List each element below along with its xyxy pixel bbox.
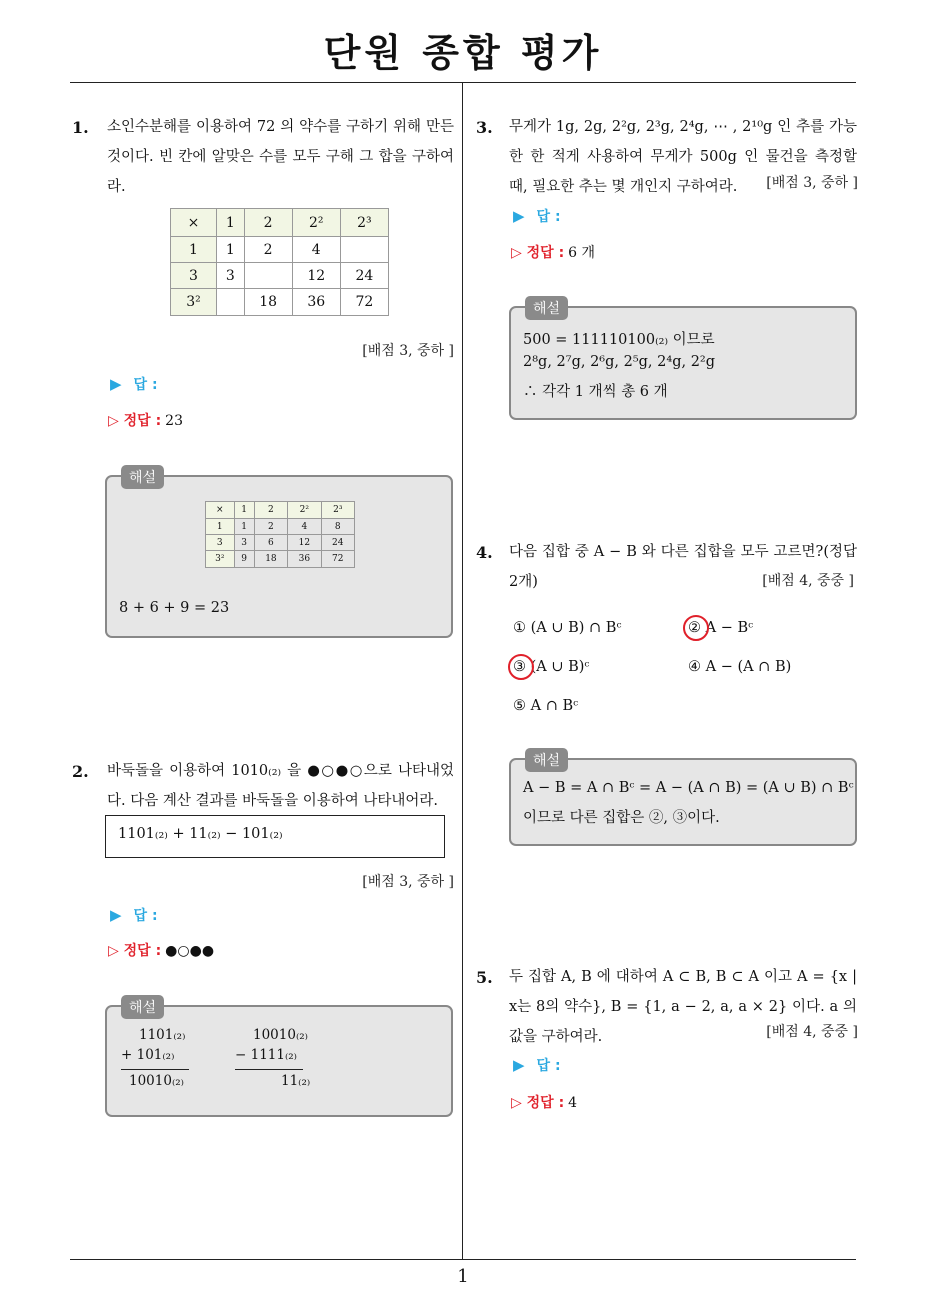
table-cell: 2 [254, 519, 287, 535]
table-cell: 18 [254, 551, 287, 568]
question-1-solution [105, 470, 453, 638]
table-cell: 24 [340, 263, 388, 289]
solution-table [205, 501, 355, 568]
question-3-solution [509, 301, 857, 420]
correct-label: 정답 : [123, 943, 162, 959]
sol-sub-mid: − 1111₍₂₎ [235, 1047, 298, 1063]
question-4-text: 다음 집합 중 A − B 와 다른 집합을 모두 고르면?(정답 2개) [509, 544, 857, 590]
triangle-outline-icon: ▷ [511, 245, 527, 261]
question-2-answer [110, 905, 158, 925]
table-cell: 2 [254, 502, 287, 519]
table-cell: 18 [244, 289, 292, 316]
question-3-number: 3. [476, 118, 493, 137]
table-cell: 3 [171, 263, 217, 289]
header-rule [70, 82, 856, 83]
correct-value: ●○●● [165, 943, 215, 959]
table-cell: 2³ [321, 502, 354, 519]
table-cell: 1 [234, 502, 254, 519]
table-cell: 2 [244, 237, 292, 263]
sol-add-rule [121, 1069, 189, 1070]
question-2-expression-box [105, 815, 445, 858]
answer-label: 답 : [536, 209, 561, 225]
question-4-meta: [배점 4, 중중 ] [762, 573, 854, 589]
question-3-answer [513, 206, 561, 226]
table-cell: 3 [206, 535, 235, 551]
table-cell: 72 [340, 289, 388, 316]
play-icon: ▶ [110, 906, 122, 924]
option-3: ③ (A ∪ B)ᶜ [513, 659, 590, 675]
column-divider [462, 82, 463, 1260]
play-icon: ▶ [513, 207, 525, 225]
question-4-number: 4. [476, 543, 493, 562]
answer-label: 답 : [133, 908, 158, 924]
question-1-meta: [배점 3, 중하 ] [362, 343, 454, 359]
question-2-solution [105, 1000, 453, 1117]
question-2-meta: [배점 3, 중하 ] [362, 874, 454, 890]
table-cell: 4 [292, 237, 340, 263]
question-1-correct [108, 410, 183, 430]
solution-line: 500 = 111110100₍₂₎ 이므로 [523, 332, 715, 348]
question-1-answer [110, 374, 158, 394]
table-cell [244, 263, 292, 289]
solution-tag: 해설 [525, 296, 568, 320]
solution-line: 8 + 6 + 9 = 23 [119, 600, 230, 616]
option-4: ④ A − (A ∩ B) [688, 659, 792, 675]
question-5-meta: [배점 4, 중중 ] [766, 1024, 858, 1040]
triangle-outline-icon: ▷ [108, 413, 124, 429]
table-cell: 36 [288, 551, 321, 568]
table-cell [340, 237, 388, 263]
solution-tag: 해설 [121, 995, 164, 1019]
table-cell: 1 [217, 237, 245, 263]
question-5-answer [513, 1055, 561, 1075]
solution-tag: 해설 [525, 748, 568, 772]
sol-sub-result: 11₍₂₎ [281, 1073, 311, 1089]
table-cell: 3² [206, 551, 235, 568]
table-cell: 24 [321, 535, 354, 551]
table-cell: 2 [244, 209, 292, 237]
table-cell: 2² [292, 209, 340, 237]
selected-mark-icon [683, 615, 709, 641]
triangle-outline-icon: ▷ [511, 1095, 527, 1111]
question-2-number: 2. [72, 762, 89, 781]
question-1-text: 소인수분해를 이용하여 72 의 약수를 구하기 위해 만든 것이다. 빈 칸에 알맞은 수를 모두 구해 그 합을 구하여라. [107, 119, 454, 195]
sol-sub-rule [235, 1069, 303, 1070]
play-icon: ▶ [110, 375, 122, 393]
table-cell: 2³ [340, 209, 388, 237]
expression: 1101₍₂₎ + 11₍₂₎ − 101₍₂₎ [118, 826, 283, 842]
correct-label: 정답 : [526, 1095, 565, 1111]
question-4-solution [509, 753, 857, 846]
table-cell: 1 [206, 519, 235, 535]
correct-label: 정답 : [123, 413, 162, 429]
question-5-number: 5. [476, 968, 493, 987]
option-2: ② A − Bᶜ [688, 620, 754, 636]
triangle-outline-icon: ▷ [108, 943, 124, 959]
footer-rule [70, 1259, 856, 1260]
answer-label: 답 : [133, 377, 158, 393]
correct-value: 23 [165, 413, 183, 429]
page-title: 단원 종합 평가 [323, 31, 603, 75]
table-cell: 2² [288, 502, 321, 519]
table-cell: 3 [234, 535, 254, 551]
sol-sub-top: 10010₍₂₎ [253, 1027, 308, 1043]
question-2-correct [108, 940, 214, 960]
page-number: 1 [457, 1266, 469, 1287]
table-cell: 36 [292, 289, 340, 316]
question-5-text: 두 집합 A, B 에 대하여 A ⊂ B, B ⊂ A 이고 A = {x | x는 8의 약수}, B = {1, a − 2, a, a × 2} 이다. a 의 값을 구하여라. [509, 969, 857, 1045]
question-5-correct [511, 1092, 577, 1112]
question-1-table [170, 208, 389, 316]
table-cell: 1 [171, 237, 217, 263]
question-2-text: 바둑돌을 이용하여 1010₍₂₎ 을 ●○●○으로 나타내었다. 다음 계산 결과를 바둑돌을 이용하여 나타내어라. [107, 763, 454, 809]
table-cell: 1 [234, 519, 254, 535]
question-3-correct [511, 242, 595, 262]
table-cell: 72 [321, 551, 354, 568]
table-cell: 12 [292, 263, 340, 289]
table-cell: 4 [288, 519, 321, 535]
question-1-number: 1. [72, 118, 89, 137]
play-icon: ▶ [513, 1056, 525, 1074]
option-5: ⑤ A ∩ Bᶜ [513, 698, 579, 714]
sol-add-top: 1101₍₂₎ [139, 1027, 186, 1043]
question-3-meta: [배점 3, 중하 ] [766, 175, 858, 191]
correct-value: 4 [568, 1095, 578, 1111]
solution-line: ∴ 각각 1 개씩 총 6 개 [523, 384, 668, 400]
table-cell: 8 [321, 519, 354, 535]
table-cell: 12 [288, 535, 321, 551]
answer-label: 답 : [536, 1058, 561, 1074]
option-1: ① (A ∪ B) ∩ Bᶜ [513, 620, 622, 636]
solution-line: A − B = A ∩ Bᶜ = A − (A ∩ B) = (A ∪ B) ∩ Bᶜ [523, 780, 854, 796]
table-cell: 9 [234, 551, 254, 568]
table-cell [217, 289, 245, 316]
solution-line: 2⁸g, 2⁷g, 2⁶g, 2⁵g, 2⁴g, 2²g [523, 354, 716, 370]
correct-label: 정답 : [526, 245, 565, 261]
solution-line: 이므로 다른 집합은 ②, ③이다. [523, 810, 720, 826]
table-cell: × [171, 209, 217, 237]
sol-add-result: 10010₍₂₎ [129, 1073, 184, 1089]
sol-add-mid: + 101₍₂₎ [121, 1047, 175, 1063]
selected-mark-icon [508, 654, 534, 680]
table-cell: 1 [217, 209, 245, 237]
correct-value: 6 개 [568, 245, 596, 261]
table-cell: 6 [254, 535, 287, 551]
table-cell: × [206, 502, 235, 519]
table-cell: 3² [171, 289, 217, 316]
solution-tag: 해설 [121, 465, 164, 489]
table-cell: 3 [217, 263, 245, 289]
question-3-text: 무게가 1g, 2g, 2²g, 2³g, 2⁴g, ⋯ , 2¹⁰g 인 추를 가능한 한 적게 사용하여 무게가 500g 인 물건을 측정할 때, 필요한 추는 몇 개인지 구하여라. [509, 119, 857, 195]
